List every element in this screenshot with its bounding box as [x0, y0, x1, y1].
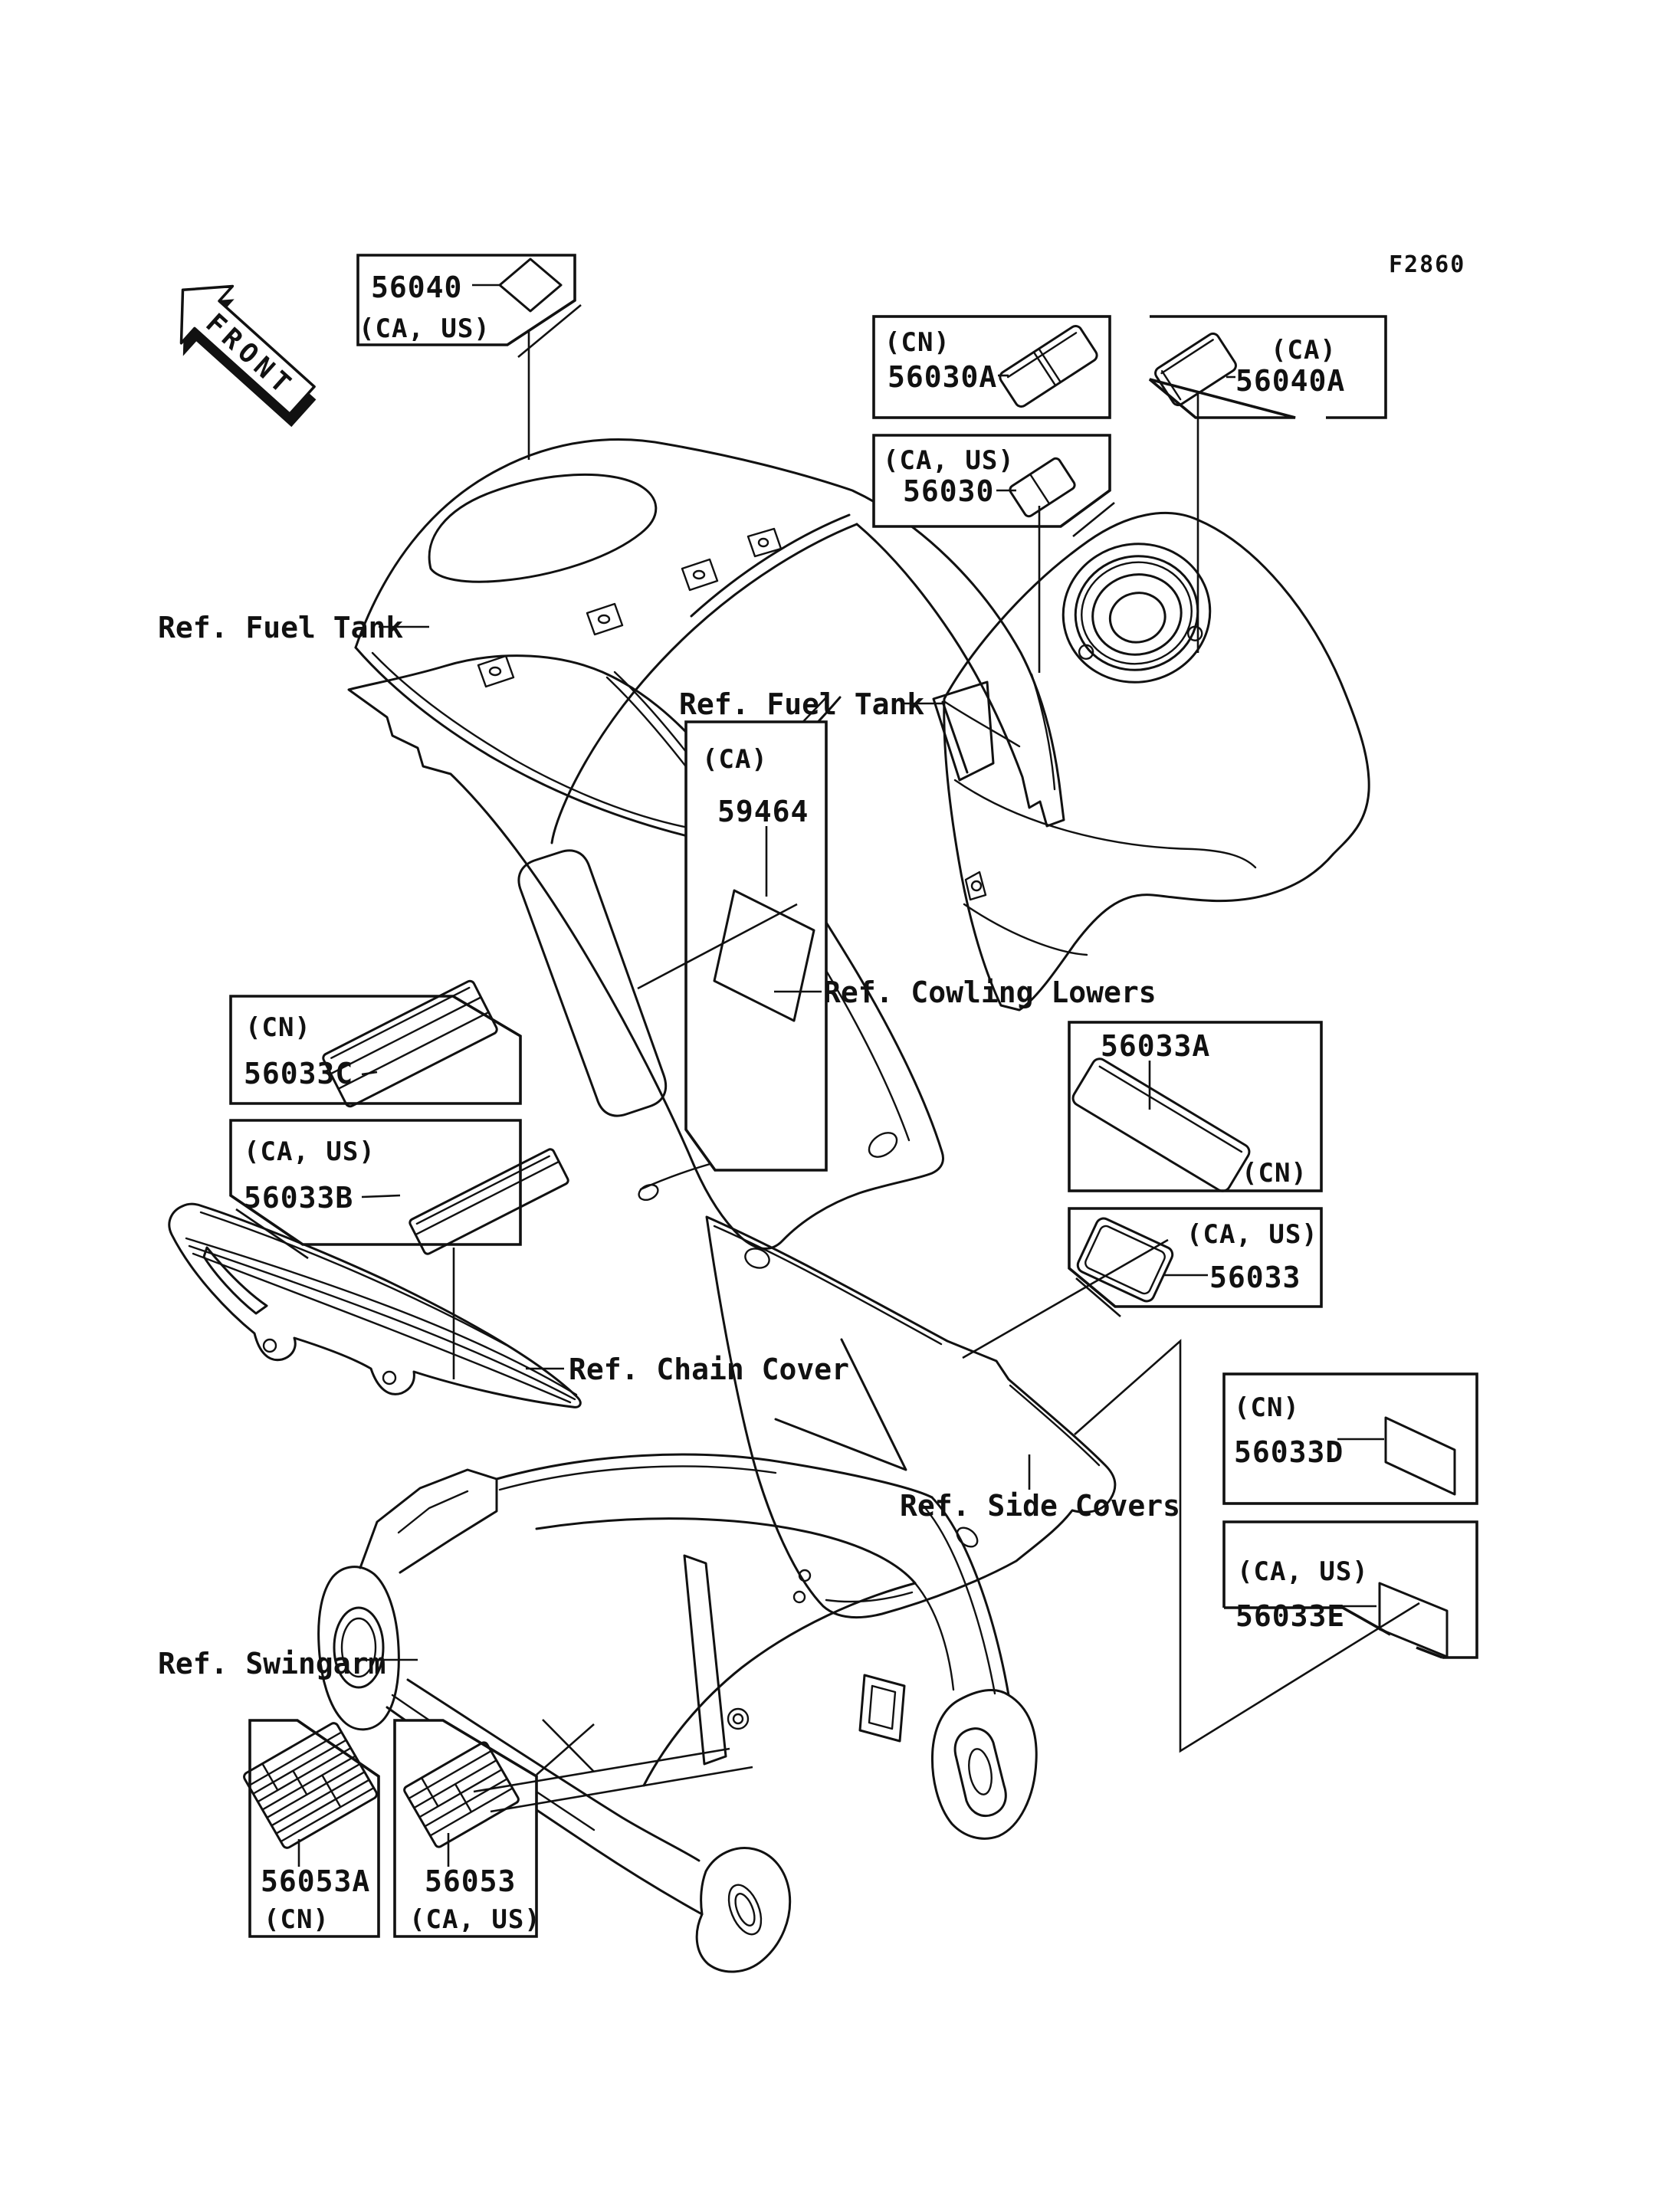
diagram-code: F2860 [1389, 251, 1466, 278]
region-56053: (CA, US) [409, 1904, 541, 1935]
region-56033: (CA, US) [1186, 1219, 1318, 1250]
swingarm-brace [684, 1556, 726, 1764]
chain-cover-cutout [204, 1248, 267, 1313]
part-number-56030A: 56030A [888, 360, 998, 394]
swingarm-inner-u [536, 1519, 915, 1583]
side-cover-tab-hole [953, 1524, 981, 1551]
callout-box-56033E [1224, 1522, 1477, 1658]
region-56033C: (CN) [245, 1012, 311, 1043]
part-number-56040: 56040 [371, 271, 463, 304]
part-number-56033B: 56033B [244, 1181, 354, 1215]
region-56033E: (CA, US) [1237, 1556, 1369, 1587]
region-56040: (CA, US) [359, 313, 491, 344]
region-56033B: (CA, US) [244, 1136, 376, 1167]
ref-chain-cover: Ref. Chain Cover [569, 1353, 850, 1386]
chain-cover-hole2 [383, 1372, 395, 1384]
swingarm-inner-curve [644, 1583, 915, 1785]
part-number-56040A: 56040A [1235, 364, 1346, 398]
cowling-lowers-hole1 [865, 1128, 901, 1162]
tail-cowl-flap [934, 682, 993, 780]
ref-fuel-tank-left: Ref. Fuel Tank [158, 611, 404, 644]
fuel-tank-crease2 [964, 904, 1087, 955]
part-number-56033A: 56033A [1101, 1029, 1211, 1063]
swingarm-clip [860, 1675, 904, 1741]
tail-cowl-right-edge-double [1032, 674, 1055, 789]
tail-cowl-tabs [478, 529, 781, 687]
front-arrow-icon [150, 263, 335, 441]
region-59464: (CA) [702, 744, 768, 775]
region-56040A: (CA) [1271, 335, 1337, 366]
swingarm-axle-slot [955, 1729, 1006, 1816]
swingarm-boss-inner [733, 1714, 743, 1723]
part-number-56030: 56030 [903, 474, 995, 508]
part-number-56033D: 56033D [1234, 1435, 1344, 1469]
ref-cowling-lowers: Ref. Cowling Lowers [823, 976, 1157, 1009]
swingarm-inner-u2 [915, 1583, 953, 1690]
region-56033A: (CN) [1242, 1158, 1308, 1189]
swingarm-clip-inner [869, 1686, 895, 1729]
ref-fuel-tank-right: Ref. Fuel Tank [679, 687, 925, 721]
chain-cover-hole1 [264, 1340, 276, 1352]
ref-side-covers: Ref. Side Covers [900, 1489, 1181, 1523]
part-number-56033: 56033 [1209, 1261, 1301, 1294]
fuel-tank-bracket-hole [972, 881, 981, 890]
callout-box-59464 [686, 722, 826, 1170]
cowling-lowers-slot [519, 851, 666, 1116]
swingarm-hole2 [794, 1592, 805, 1602]
swingarm-axle-slot-inner [966, 1747, 995, 1796]
swingarm-lower-end [697, 1848, 790, 1972]
swingarm-upper-arm-double [500, 1466, 776, 1490]
part-number-59464: 59464 [717, 795, 809, 828]
front-arrow-label: FRONT [199, 307, 300, 403]
region-56053A: (CN) [264, 1904, 330, 1935]
swingarm-lower-slot [723, 1881, 768, 1940]
part-number-56053: 56053 [425, 1864, 517, 1898]
fuel-tank-drawing [944, 513, 1369, 1010]
fuel-tank-bracket [966, 872, 986, 900]
fuel-tank-crease1 [955, 780, 1255, 867]
region-56030: (CA, US) [883, 445, 1015, 476]
ref-swingarm: Ref. Swingarm [158, 1647, 386, 1681]
part-number-56033C: 56033C [244, 1057, 354, 1090]
side-cover-drawing [707, 1217, 1115, 1618]
swingarm-boss [728, 1709, 748, 1729]
side-cover-outline [707, 1217, 1115, 1618]
region-56030A: (CN) [884, 327, 950, 358]
part-number-56053A: 56053A [261, 1864, 371, 1898]
fuel-tank-outline [944, 513, 1369, 1010]
swingarm-gusset [360, 1470, 497, 1572]
region-56033D: (CN) [1234, 1392, 1300, 1423]
part-number-56033E: 56033E [1235, 1599, 1346, 1633]
chain-cover-rib2 [189, 1246, 575, 1399]
